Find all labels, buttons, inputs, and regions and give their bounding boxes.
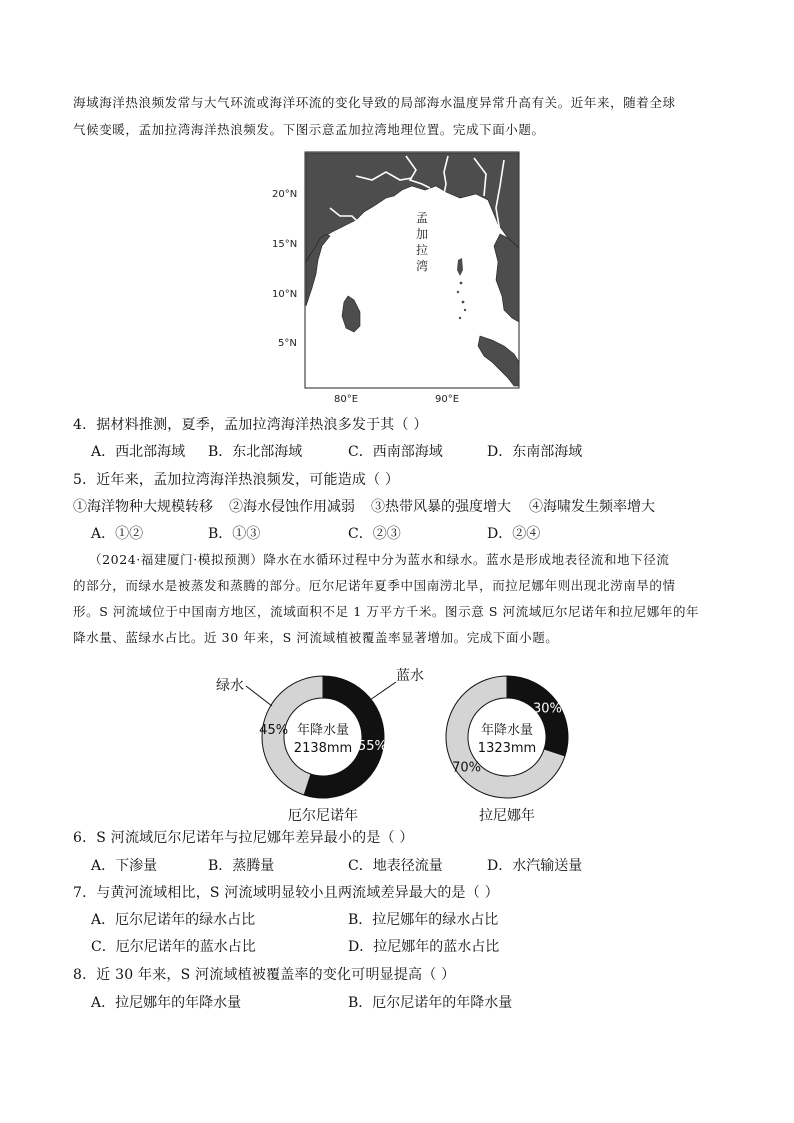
q5-item-1: ①海洋物种大规模转移 — [73, 499, 213, 515]
island-dot — [464, 309, 466, 311]
island-dot — [462, 301, 465, 304]
intro2-line3: 形。S 河流域位于中国南方地区，流域面积不足 1 万平方千米。图示意 S 河流域厄尔尼诺年和拉尼娜年的年 — [73, 604, 700, 619]
blue-water-pointer — [370, 682, 396, 700]
q5-item-2: ②海水侵蚀作用减弱 — [229, 499, 355, 515]
q5-option-c[interactable]: C．②③ — [348, 526, 401, 542]
intro2-line4: 降水量、蓝绿水占比。近 30 年来，S 河流域植被覆盖率显著增加。完成下面小题。 — [73, 630, 559, 645]
intro2-line2: 的部分，而绿水是被蒸发和蒸腾的部分。厄尔尼诺年夏季中国南涝北旱，而拉尼娜年则出现北涝南旱的情 — [73, 578, 676, 593]
lat-label-5: 5°N — [278, 338, 297, 349]
q8-option-a[interactable]: A．拉尼娜年的年降水量 — [91, 995, 242, 1011]
donut-title: 厄尔尼诺年 — [288, 808, 358, 824]
q6-option-c[interactable]: C．地表径流量 — [348, 858, 443, 874]
q6-stem: 6．S 河流域厄尔尼诺年与拉尼娜年差异最小的是（ ） — [73, 830, 414, 846]
svg-text:加: 加 — [416, 227, 429, 241]
island-dot — [460, 282, 463, 285]
donut-title: 拉尼娜年 — [479, 808, 535, 824]
q8-stem: 8．近 30 年来，S 河流域植被覆盖率的变化可明显提高（ ） — [73, 967, 456, 983]
svg-text:孟: 孟 — [416, 211, 429, 225]
donut-percent-label: 45% — [259, 723, 289, 739]
q4-option-d[interactable]: D．东南部海域 — [487, 444, 583, 460]
q6-option-d[interactable]: D．水汽输送量 — [487, 858, 583, 874]
svg-text:拉: 拉 — [416, 243, 429, 257]
donut-la-nina — [446, 676, 568, 824]
intro1-line1: 海域海洋热浪频发常与大气环流或海洋环流的变化导致的局部海水温度异常升高有关。近年来，随着全球 — [73, 95, 676, 110]
latitude-labels — [272, 189, 297, 349]
blue-water-label: 蓝水 — [396, 668, 424, 684]
svg-text:湾: 湾 — [416, 259, 429, 273]
island-dot — [497, 359, 500, 362]
intro2-line1: （2024·福建厦门·模拟预测）降水在水循环过程中分为蓝水和绿水。蓝水是形成地表径流和地下径流 — [89, 552, 670, 567]
q5-item-3: ③热带风暴的强度增大 — [371, 499, 511, 515]
rain-donut-charts — [200, 660, 600, 830]
q7-option-b[interactable]: B．拉尼娜年的绿水占比 — [348, 912, 499, 928]
lat-label-20: 20°N — [272, 189, 298, 200]
donut-center-label: 年降水量 — [480, 723, 534, 738]
q5-item-4: ④海啸发生频率增大 — [529, 499, 655, 515]
lat-label-10: 10°N — [272, 289, 298, 300]
q7-stem: 7．与黄河流域相比，S 河流域明显较小且两流域差异最大的是（ ） — [73, 885, 499, 901]
longitude-labels — [334, 394, 459, 405]
q7-option-c[interactable]: C．厄尔尼诺年的蓝水占比 — [91, 939, 256, 955]
island-dot — [500, 366, 503, 369]
donut-percent-label: 55% — [357, 738, 387, 754]
q6-option-b[interactable]: B．蒸腾量 — [208, 858, 275, 874]
donut-center-value: 1323mm — [477, 741, 537, 756]
q4-option-a[interactable]: A．西北部海域 — [91, 444, 186, 460]
q4-stem: 4．据材料推测，夏季，孟加拉湾海洋热浪多发于其（ ） — [73, 417, 428, 433]
donut-center-label: 年降水量 — [296, 723, 350, 738]
lon-label-80: 80°E — [334, 394, 359, 405]
lat-label-15: 15°N — [272, 239, 298, 250]
q5-option-b[interactable]: B．①③ — [208, 526, 261, 542]
q5-stem: 5．近年来，孟加拉湾海洋热浪频发，可能造成（ ） — [73, 472, 400, 488]
q5-option-d[interactable]: D．②④ — [487, 526, 541, 542]
donut-percent-label: 30% — [532, 701, 562, 717]
q4-option-b[interactable]: B．东北部海域 — [208, 444, 303, 460]
island-dot — [459, 317, 461, 319]
donut-el-nino — [259, 676, 387, 824]
q7-option-a[interactable]: A．厄尔尼诺年的绿水占比 — [91, 912, 256, 928]
donut-percent-label: 70% — [452, 760, 482, 776]
q7-option-d[interactable]: D．拉尼娜年的蓝水占比 — [348, 939, 500, 955]
q4-option-c[interactable]: C．西南部海域 — [348, 444, 443, 460]
green-water-label: 绿水 — [216, 678, 244, 694]
q5-option-a[interactable]: A．①② — [91, 526, 144, 542]
green-water-pointer — [246, 686, 272, 706]
island-dot — [457, 291, 459, 293]
bay-of-bengal-map — [260, 150, 530, 412]
donut-center-value: 2138mm — [293, 741, 353, 756]
lon-label-90: 90°E — [435, 394, 460, 405]
q6-option-a[interactable]: A．下渗量 — [91, 858, 158, 874]
q8-option-b[interactable]: B．厄尔尼诺年的年降水量 — [348, 995, 513, 1011]
intro1-line2: 气候变暖，孟加拉湾海洋热浪频发。下图示意孟加拉湾地理位置。完成下面小题。 — [73, 122, 545, 137]
